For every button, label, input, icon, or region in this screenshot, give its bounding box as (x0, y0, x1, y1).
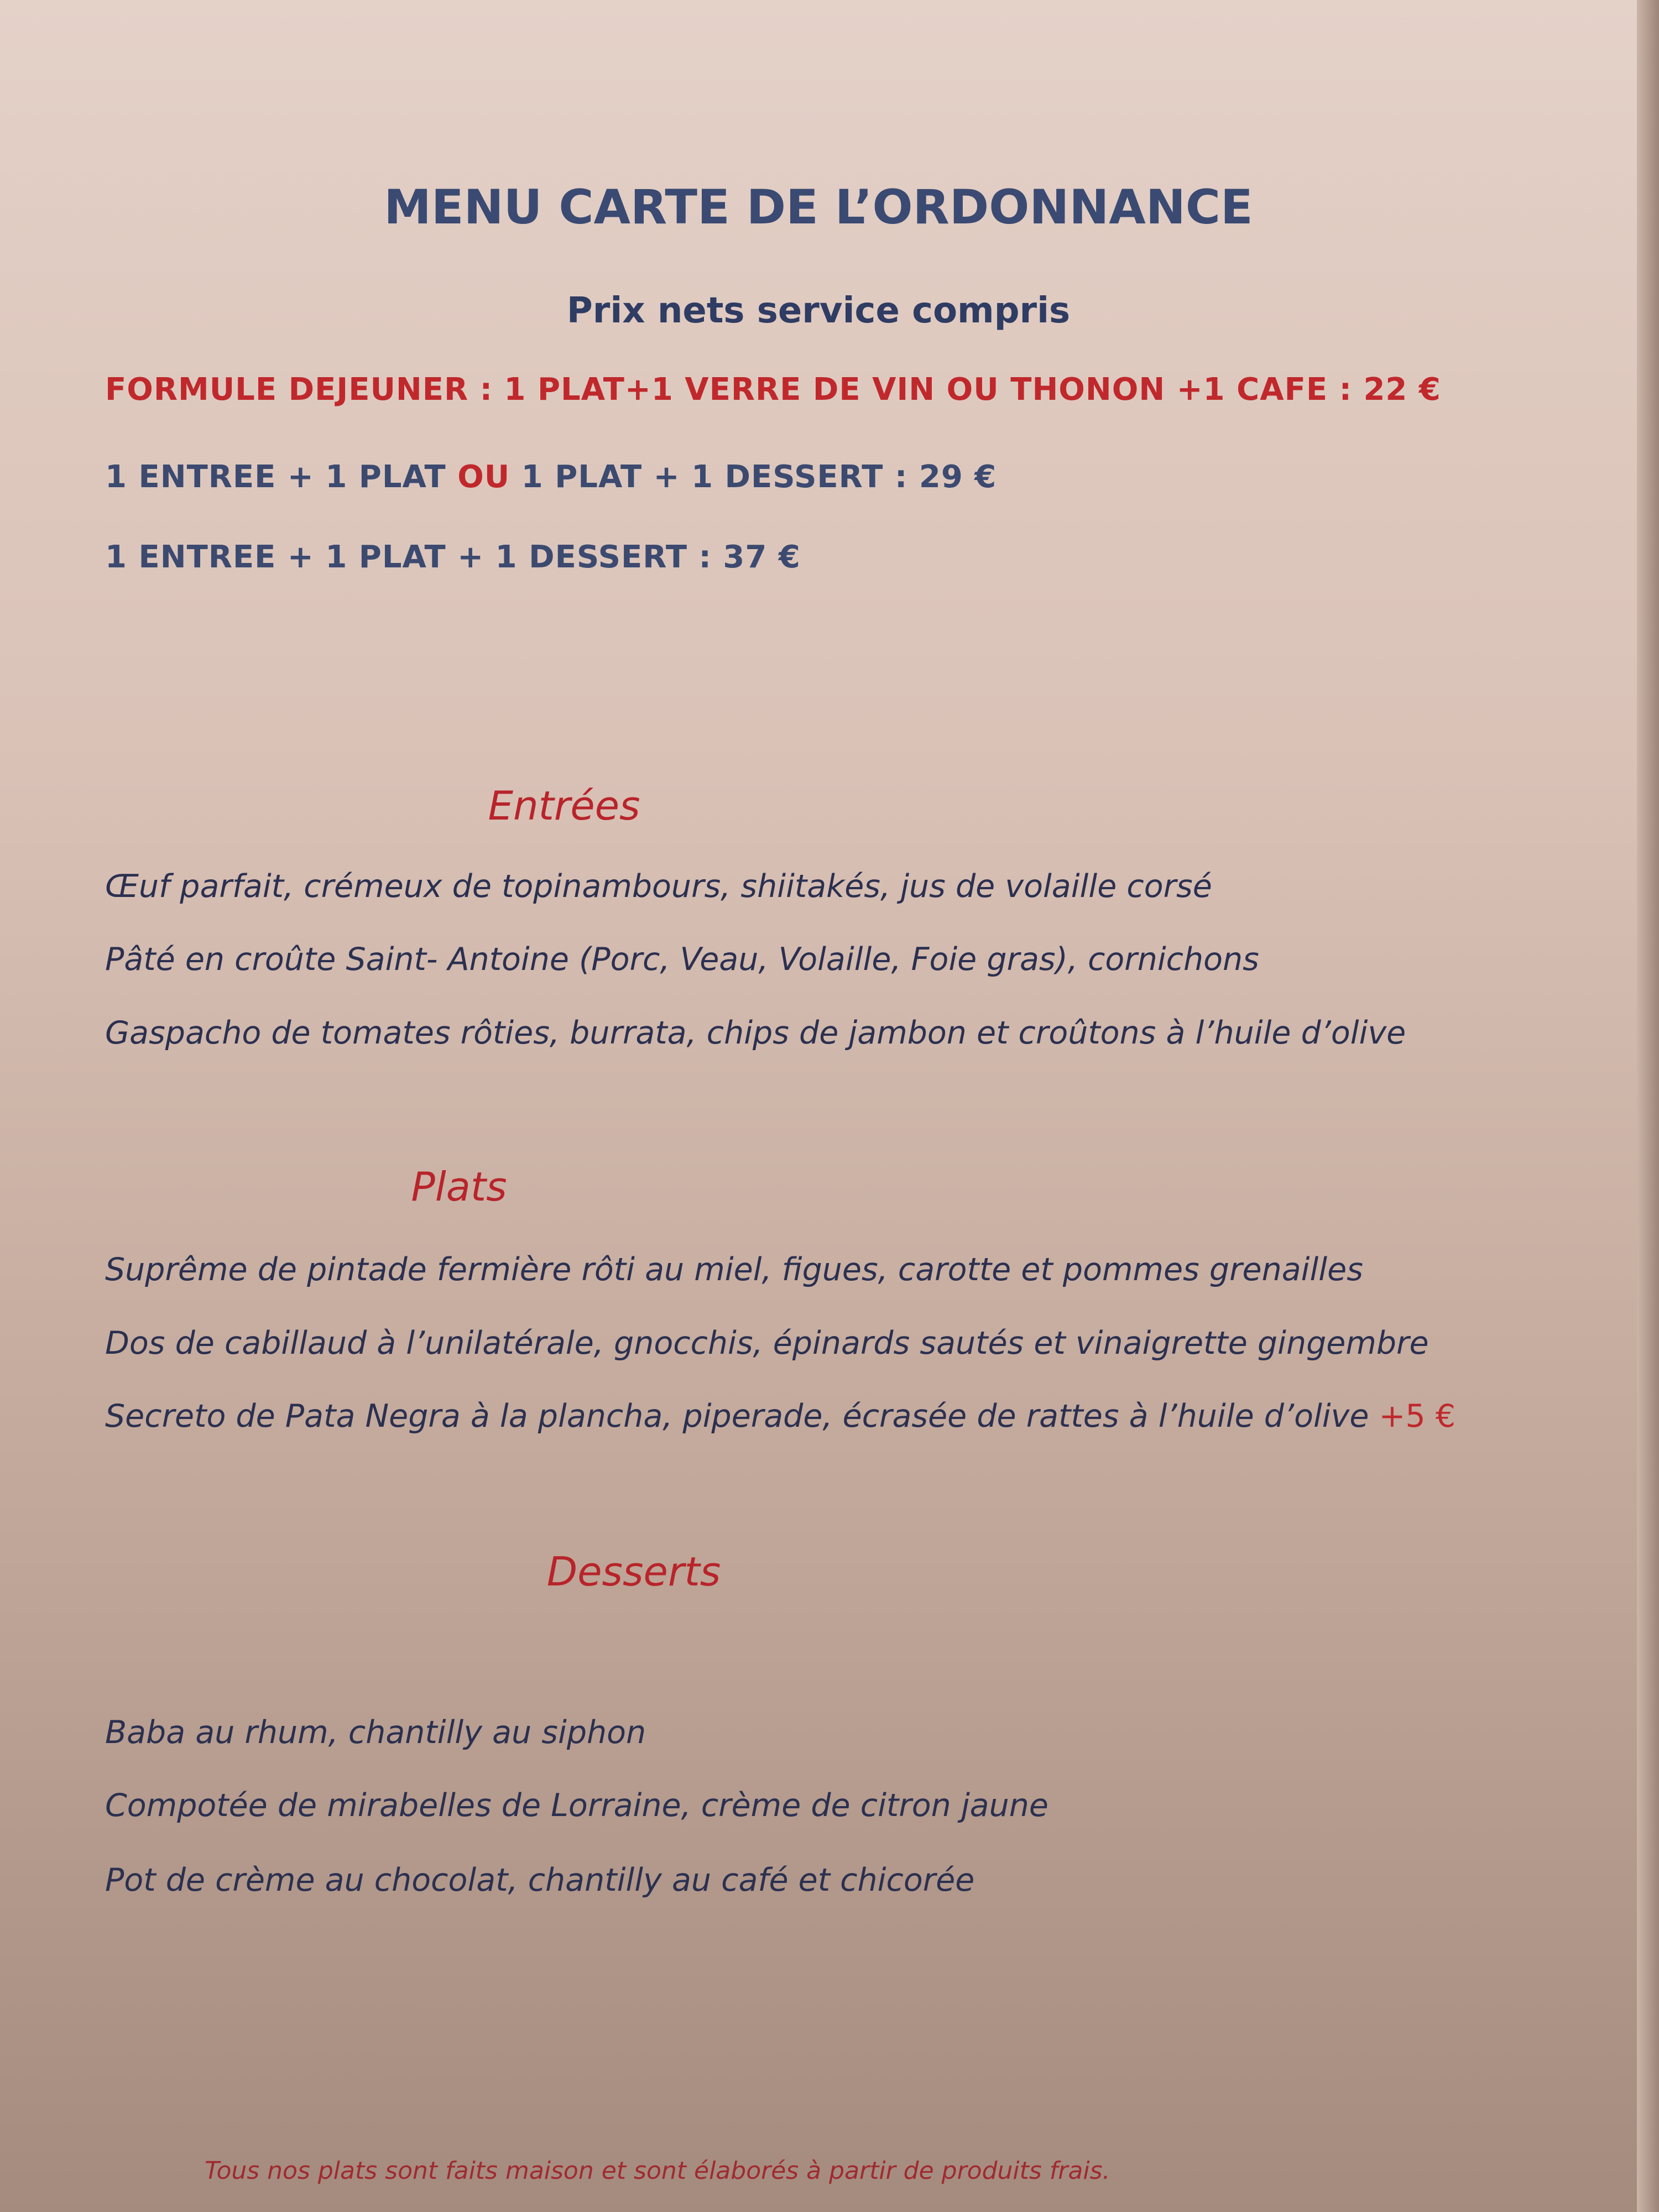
plat-item-label: Secreto de Pata Negra à la plancha, piperade, écrasée de rattes à l’huile d’olive (105, 1398, 1369, 1434)
plat-item: Dos de cabillaud à l’unilatérale, gnocchis, épinards sautés et vinaigrette gingembre (105, 1325, 1429, 1361)
plat-item (105, 1398, 1455, 1434)
entree-item: Gaspacho de tomates rôties, burrata, chips de jambon et croûtons à l’huile d’olive (105, 1015, 1406, 1051)
formula-two-course-b: 1 PLAT + 1 DESSERT : 29 € (521, 459, 997, 495)
menu-title: MENU CARTE DE L’ORDONNANCE (384, 180, 1253, 235)
section-heading-plats: Plats (411, 1164, 507, 1210)
menu-subtitle: Prix nets service compris (566, 290, 1071, 331)
dessert-item: Compotée de mirabelles de Lorraine, crème de citron jaune (105, 1787, 1048, 1824)
dessert-item: Baba au rhum, chantilly au siphon (105, 1714, 646, 1751)
section-heading-entrees: Entrées (488, 782, 640, 829)
entree-item: Œuf parfait, crémeux de topinambours, shiitakés, jus de volaille corsé (105, 868, 1212, 905)
dessert-item: Pot de crème au chocolat, chantilly au café et chicorée (105, 1862, 975, 1898)
supplement-price: +5 € (1379, 1398, 1455, 1434)
formula-lunch: FORMULE DEJEUNER : 1 PLAT+1 VERRE DE VIN OU THONON +1 CAFE : 22 € (105, 372, 1441, 408)
footer-note: Tous nos plats sont faits maison et sont élaborés à partir de produits frais. (205, 2157, 1110, 2185)
section-heading-desserts: Desserts (546, 1548, 721, 1595)
plat-item: Suprême de pintade fermière rôti au miel, figues, carotte et pommes grenailles (105, 1251, 1363, 1288)
entree-item: Pâté en croûte Saint- Antoine (Porc, Veau, Volaille, Foie gras), cornichons (105, 941, 1259, 978)
paper-edge (1637, 0, 1659, 2212)
formula-two-course (105, 459, 997, 495)
formula-or: OU (457, 459, 510, 495)
formula-two-course-a: 1 ENTREE + 1 PLAT (105, 459, 446, 495)
formula-three-course: 1 ENTREE + 1 PLAT + 1 DESSERT : 37 € (105, 539, 801, 575)
